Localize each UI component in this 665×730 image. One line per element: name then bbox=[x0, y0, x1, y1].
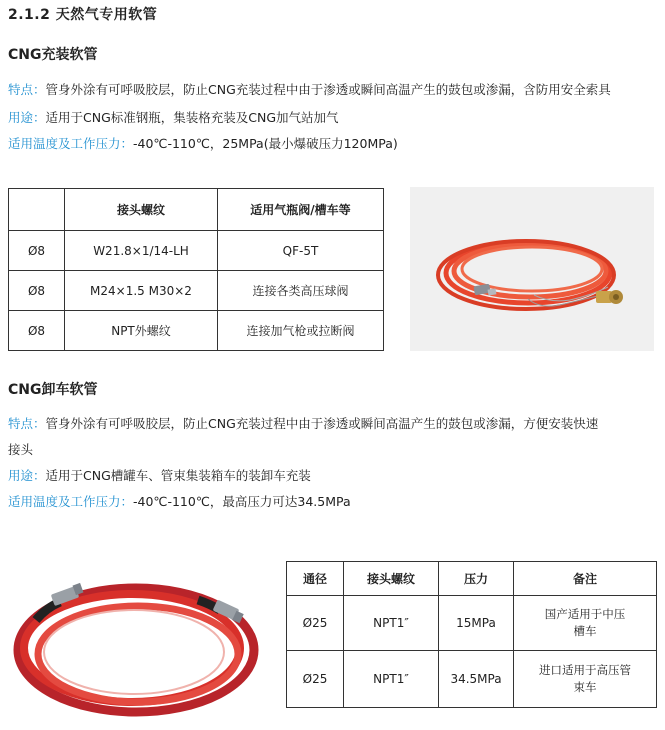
header-cell: 适用气瓶阀/槽车等 bbox=[218, 189, 384, 231]
cng-unload-title: CNG卸车软管 bbox=[8, 382, 98, 398]
table-cell: 连接加气枪或拉断阀 bbox=[218, 311, 384, 351]
table-row bbox=[9, 231, 384, 271]
cng-fill-spec-table bbox=[8, 188, 384, 351]
table-row bbox=[287, 651, 657, 708]
remark-line-1: 国产适用于中压 bbox=[544, 607, 626, 621]
use-label: 用途： bbox=[8, 110, 46, 125]
cng-unload-feature-cont: 接头 bbox=[8, 442, 34, 457]
cng-unload-feature bbox=[8, 414, 598, 432]
use-label: 用途： bbox=[8, 468, 46, 483]
temp-text: -40℃-110℃，25MPa(最小爆破压力120MPa) bbox=[133, 136, 398, 151]
feature-label: 特点： bbox=[8, 82, 46, 97]
remark-line-2: 槽车 bbox=[573, 624, 597, 638]
table-cell: Ø25 bbox=[287, 651, 344, 708]
table-cell: W21.8×1/14-LH bbox=[65, 231, 218, 271]
cng-fill-use bbox=[8, 108, 339, 126]
feature-label: 特点： bbox=[8, 416, 46, 431]
cng-unload-use bbox=[8, 466, 311, 484]
cng-unload-spec-table bbox=[286, 561, 657, 708]
table-header-row bbox=[9, 189, 384, 231]
table-cell: QF-5T bbox=[218, 231, 384, 271]
table-cell: Ø8 bbox=[9, 231, 65, 271]
table-cell: Ø25 bbox=[287, 596, 344, 651]
feature-text: 管身外涂有可呼吸胶层，防止CNG充装过程中由于渗透或瞬间高温产生的鼓包或渗漏，方便安装快速 bbox=[45, 416, 599, 431]
table-header-row bbox=[287, 562, 657, 596]
cng-unload-hose-photo bbox=[8, 560, 264, 725]
table-cell bbox=[514, 596, 657, 651]
table-cell: NPT1″ bbox=[344, 651, 439, 708]
header-cell: 备注 bbox=[514, 562, 657, 596]
header-cell: 接头螺纹 bbox=[344, 562, 439, 596]
table-cell: 连接各类高压球阀 bbox=[218, 271, 384, 311]
fill-hose-image bbox=[410, 187, 654, 351]
header-cell: 通径 bbox=[287, 562, 344, 596]
table-cell: NPT外螺纹 bbox=[65, 311, 218, 351]
temp-label: 适用温度及工作压力： bbox=[8, 494, 134, 509]
use-text: 适用于CNG标准钢瓶，集装格充装及CNG加气站加气 bbox=[45, 110, 339, 125]
table-cell: M24×1.5 M30×2 bbox=[65, 271, 218, 311]
temp-text: -40℃-110℃，最高压力可达34.5MPa bbox=[133, 494, 351, 509]
table-cell: 15MPa bbox=[439, 596, 514, 651]
cng-unload-temp bbox=[8, 492, 351, 510]
header-cell bbox=[9, 189, 65, 231]
cng-fill-hose-photo bbox=[410, 187, 654, 351]
use-text: 适用于CNG槽罐车、管束集装箱车的装卸车充装 bbox=[45, 468, 311, 483]
header-cell: 接头螺纹 bbox=[65, 189, 218, 231]
remark-line-1: 进口适用于高压管 bbox=[539, 663, 631, 677]
unload-hose-image bbox=[8, 560, 264, 725]
table-row bbox=[287, 596, 657, 651]
header-cell: 压力 bbox=[439, 562, 514, 596]
table-cell: Ø8 bbox=[9, 311, 65, 351]
cng-fill-feature bbox=[8, 80, 611, 98]
table-cell bbox=[514, 651, 657, 708]
temp-label: 适用温度及工作压力： bbox=[8, 136, 134, 151]
table-cell: NPT1″ bbox=[344, 596, 439, 651]
table-row bbox=[9, 271, 384, 311]
table-cell: Ø8 bbox=[9, 271, 65, 311]
section-title: 2.1.2 天然气专用软管 bbox=[8, 7, 158, 23]
cng-fill-temp bbox=[8, 134, 398, 152]
table-row bbox=[9, 311, 384, 351]
remark-line-2: 束车 bbox=[573, 680, 597, 694]
cng-fill-title: CNG充装软管 bbox=[8, 47, 98, 63]
feature-text: 管身外涂有可呼吸胶层，防止CNG充装过程中由于渗透或瞬间高温产生的鼓包或渗漏，含防用安全索具 bbox=[45, 82, 611, 97]
table-cell: 34.5MPa bbox=[439, 651, 514, 708]
